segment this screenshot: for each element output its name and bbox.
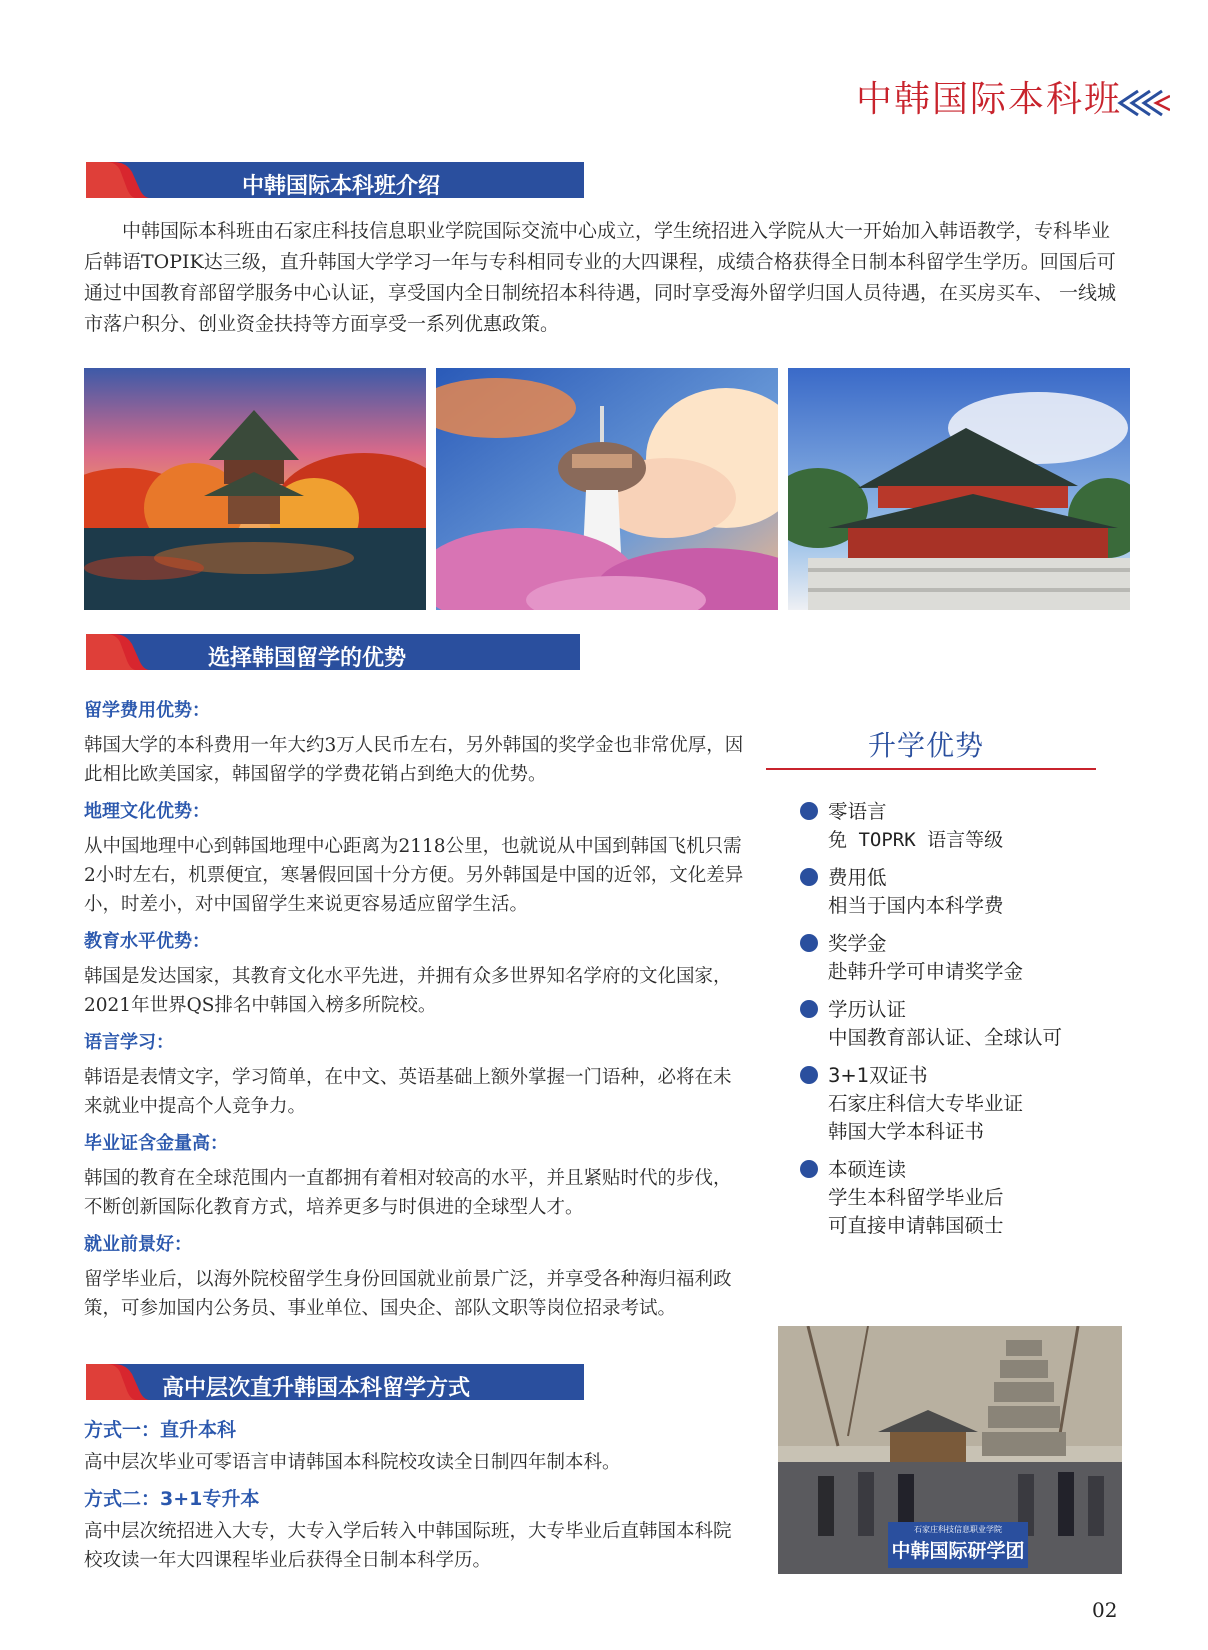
bullet-icon: [800, 1066, 818, 1084]
section-banner-advantages: [86, 634, 580, 670]
shengxue-item-desc: 可直接申请韩国硕士: [828, 1214, 1004, 1237]
advantage-text: 韩国大学的本科费用一年大约3万人民币左右，另外韩国的奖学金也非常优厚，因此相比欧美国家，韩国留学的学费花销占到绝大的优势。: [84, 735, 744, 785]
advantage-heading: 地理文化优势：: [84, 801, 210, 822]
advantage-heading: 留学费用优势：: [84, 700, 210, 721]
advantage-text: 韩国的教育在全球范围内一直都拥有着相对较高的水平，并且紧贴时代的步伐，不断创新国际化教育方式，培养更多与时俱进的全球型人才。: [84, 1168, 732, 1218]
shengxue-item-desc: 赴韩升学可申请奖学金: [828, 960, 1024, 983]
shengxue-item-title: 本硕连读: [828, 1158, 907, 1181]
section-banner-intro: [86, 162, 584, 198]
advantage-text: 留学毕业后，以海外院校留学生身份回国就业前景广泛，并享受各种海归福利政策，可参加国内公务员、事业单位、国央企、部队文职等岗位招录考试。: [84, 1269, 732, 1319]
group-banner-title: 中韩国际研学团: [891, 1540, 1025, 1562]
shengxue-item-desc: 免 TOPRK 语言等级: [828, 829, 1004, 851]
way-heading: 方式一：直升本科: [84, 1419, 237, 1441]
section-title-intro: 中韩国际本科班介绍: [242, 174, 441, 198]
section-title-ways: 高中层次直升韩国本科留学方式: [162, 1376, 471, 1400]
bullet-icon: [800, 802, 818, 820]
shengxue-item: [800, 798, 1130, 854]
advantage-heading: 就业前景好：: [84, 1234, 192, 1255]
shengxue-title: 升学优势: [867, 729, 984, 762]
brand-title: 中韩国际本科班: [856, 79, 1123, 120]
advantage-heading: 毕业证含金量高：: [84, 1133, 228, 1154]
advantage-text: 从中国地理中心到韩国地理中心距离为2118公里，也就说从中国到韩国飞机只需2小时左右，机票便宜，寒暑假回国十分方便。另外韩国是中国的近邻，文化差异小，时差小，对中国留学生来说更容易适应留学生活。: [84, 836, 744, 915]
shengxue-item-title: 学历认证: [828, 998, 907, 1021]
shengxue-item-desc: 韩国大学本科证书: [828, 1120, 985, 1143]
section-banner-ways: [86, 1364, 584, 1400]
shengxue-item-title: 零语言: [828, 800, 887, 823]
group-banner-subtitle: 石家庄科技信息职业学院: [914, 1525, 1002, 1534]
bullet-icon: [800, 934, 818, 952]
shengxue-item-title: 奖学金: [828, 932, 887, 955]
advantage-heading: 语言学习：: [84, 1032, 174, 1053]
shengxue-item-title: 3+1双证书: [828, 1064, 928, 1087]
advantages-list: [84, 698, 744, 1323]
shengxue-item-desc: 石家庄科信大专毕业证: [828, 1092, 1024, 1115]
shengxue-item: [800, 1156, 1130, 1240]
advantage-text: 韩语是表情文字，学习简单，在中文、英语基础上额外掌握一门语种，必将在未来就业中提高个人竞争力。: [84, 1067, 732, 1117]
chevron-decoration-icon: [1116, 88, 1170, 118]
shengxue-item: [800, 996, 1130, 1052]
shengxue-item: [800, 864, 1130, 920]
way-text: 高中层次毕业可零语言申请韩国本科院校攻读全日制四年制本科。: [84, 1452, 621, 1473]
ways-list: [84, 1416, 744, 1583]
shengxue-item: [800, 930, 1130, 986]
shengxue-item-title: 费用低: [828, 866, 887, 889]
bullet-icon: [800, 868, 818, 886]
shengxue-item-desc: 相当于国内本科学费: [828, 894, 1004, 917]
way-text: 高中层次统招进入大专，大专入学后转入中韩国际班，大专毕业后直韩国本科院校攻读一年大四课程毕业后获得全日制本科学历。: [84, 1521, 732, 1571]
advantage-heading: 教育水平优势：: [84, 931, 210, 952]
shengxue-item: [800, 1062, 1130, 1146]
section-title-advantages: 选择韩国留学的优势: [208, 646, 407, 670]
intro-paragraph: 中韩国际本科班由石家庄科技信息职业学院国际交流中心成立，学生统招进入学院从大一开始加入韩语教学，专科毕业后韩语TOPIK达三级，直升韩国大学学习一年与专科相同专业的大四课程，成绩合格获得全日制本科留学生学历。回国后可通过中国教育部留学服务中心认证，享受国内全日制统招本科待遇，同时享受海外留学归国人员待遇，在买房买车、 一线城市落户积分、创业资金扶持等方面享受一系列优惠政策。: [84, 220, 1117, 335]
way-heading: 方式二：3+1专升本: [84, 1488, 260, 1510]
shengxue-item-desc: 中国教育部认证、全球认可: [828, 1026, 1063, 1049]
bullet-icon: [800, 1000, 818, 1018]
shengxue-item-desc: 学生本科留学毕业后: [828, 1186, 1004, 1209]
bullet-icon: [800, 1160, 818, 1178]
photo-seoul-tower: [436, 368, 778, 610]
advantage-text: 韩国是发达国家，其教育文化水平先进，并拥有众多世界知名学府的文化国家，2021年世界QS排名中韩国入榜多所院校。: [84, 966, 732, 1016]
photo-temple-building: [788, 368, 1130, 610]
shengxue-divider: [766, 768, 1096, 770]
page-number: 02: [1092, 1598, 1118, 1622]
photo-study-tour-group: [778, 1326, 1122, 1574]
photo-palace-pavilion: [84, 368, 426, 610]
shengxue-list: [800, 798, 1130, 1250]
